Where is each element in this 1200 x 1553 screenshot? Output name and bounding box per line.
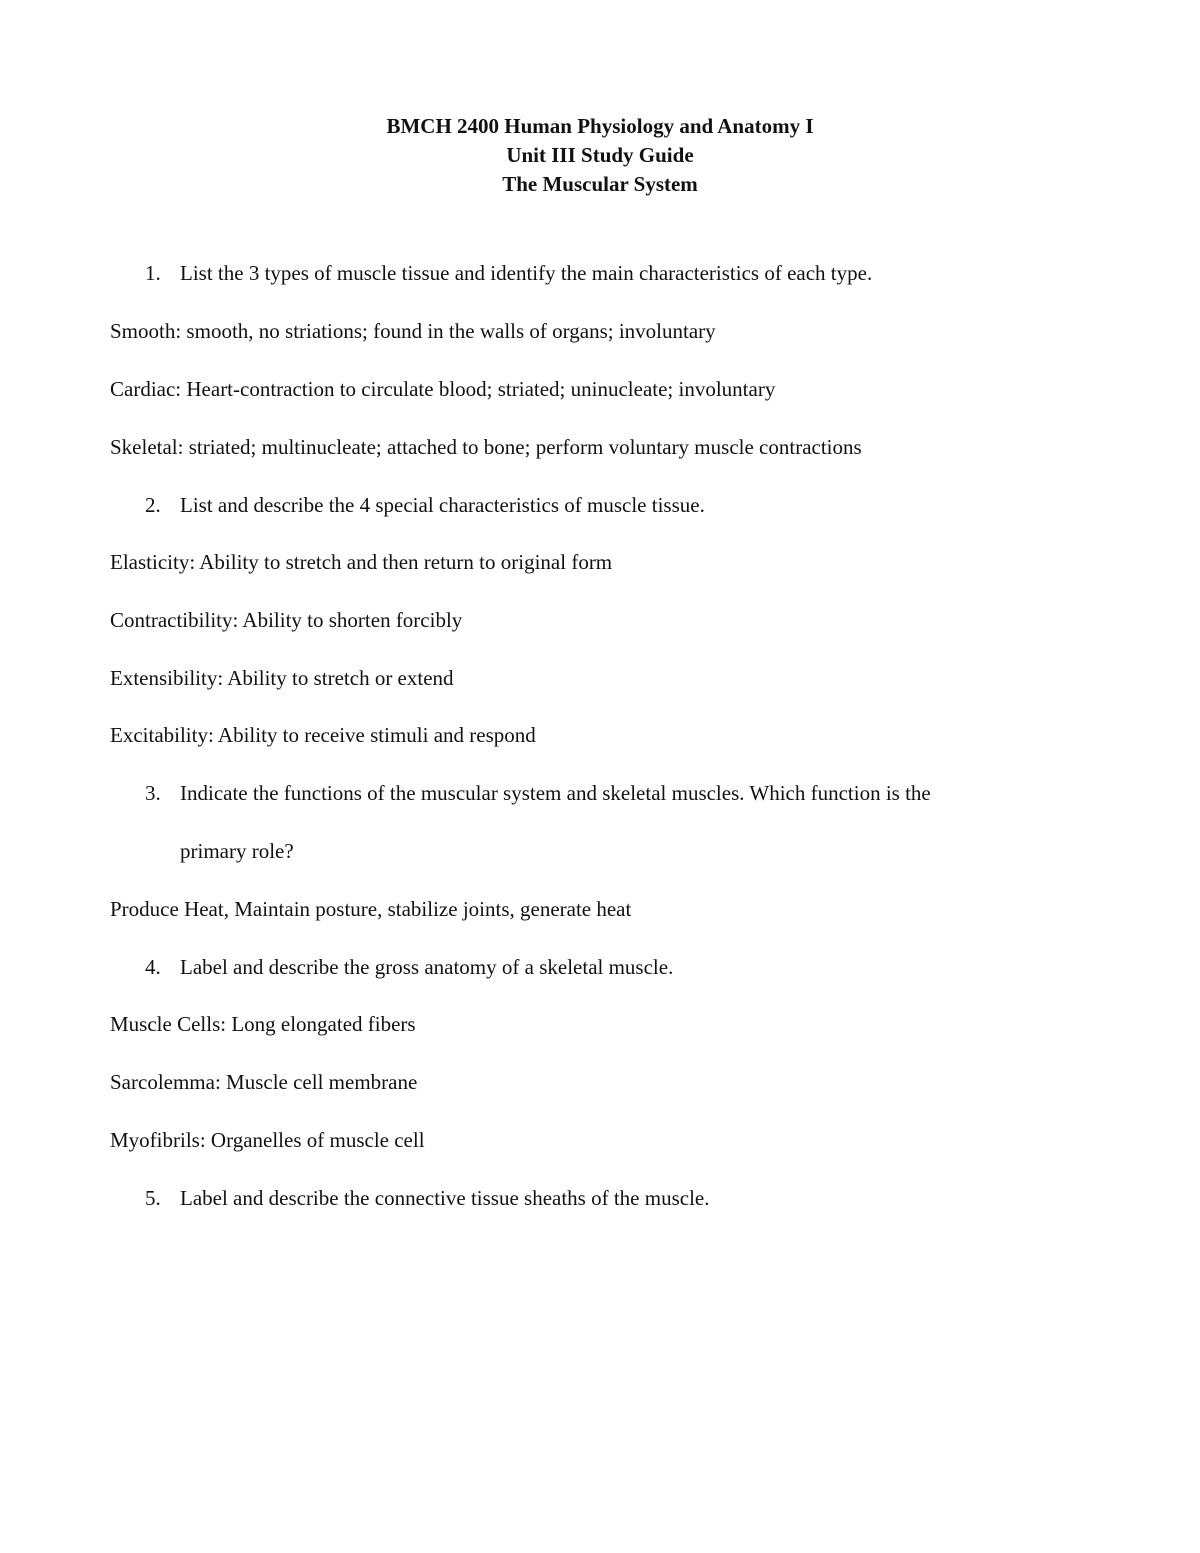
answer-line: Smooth: smooth, no striations; found in the walls of organs; involuntary	[110, 319, 716, 343]
question-text: List and describe the 4 special characteristics of muscle tissue.	[180, 493, 705, 517]
question-number: 3.	[145, 781, 161, 805]
course-title: BMCH 2400 Human Physiology and Anatomy I	[386, 114, 814, 138]
question-text: Indicate the functions of the muscular system and skeletal muscles. Which function is the	[180, 781, 931, 805]
question-number: 5.	[145, 1186, 161, 1210]
answer-line: Excitability: Ability to receive stimuli and respond	[110, 723, 536, 747]
unit-title: Unit III Study Guide	[506, 143, 694, 167]
answer-line: Muscle Cells: Long elongated fibers	[110, 1012, 416, 1036]
answer-line: Skeletal: striated; multinucleate; attached to bone; perform voluntary muscle contractions	[110, 435, 862, 459]
document-header	[0, 112, 1200, 199]
question-text: Label and describe the gross anatomy of a skeletal muscle.	[180, 955, 674, 979]
question-number: 1.	[145, 261, 161, 285]
topic-title: The Muscular System	[502, 172, 698, 196]
question-number: 4.	[145, 955, 161, 979]
answer-line: Extensibility: Ability to stretch or extend	[110, 666, 454, 690]
question-text: List the 3 types of muscle tissue and identify the main characteristics of each type.	[180, 261, 873, 285]
answer-line: Cardiac: Heart-contraction to circulate blood; striated; uninucleate; involuntary	[110, 377, 776, 401]
answer-line: Sarcolemma: Muscle cell membrane	[110, 1070, 418, 1094]
answer-line: Contractibility: Ability to shorten forcibly	[110, 608, 463, 632]
answer-line: Myofibrils: Organelles of muscle cell	[110, 1128, 425, 1152]
question-text: Label and describe the connective tissue sheaths of the muscle.	[180, 1186, 710, 1210]
question-number: 2.	[145, 493, 161, 517]
answer-line: Produce Heat, Maintain posture, stabilize joints, generate heat	[110, 897, 632, 921]
answer-line: Elasticity: Ability to stretch and then return to original form	[110, 550, 613, 574]
question-text-continued: primary role?	[180, 839, 294, 863]
